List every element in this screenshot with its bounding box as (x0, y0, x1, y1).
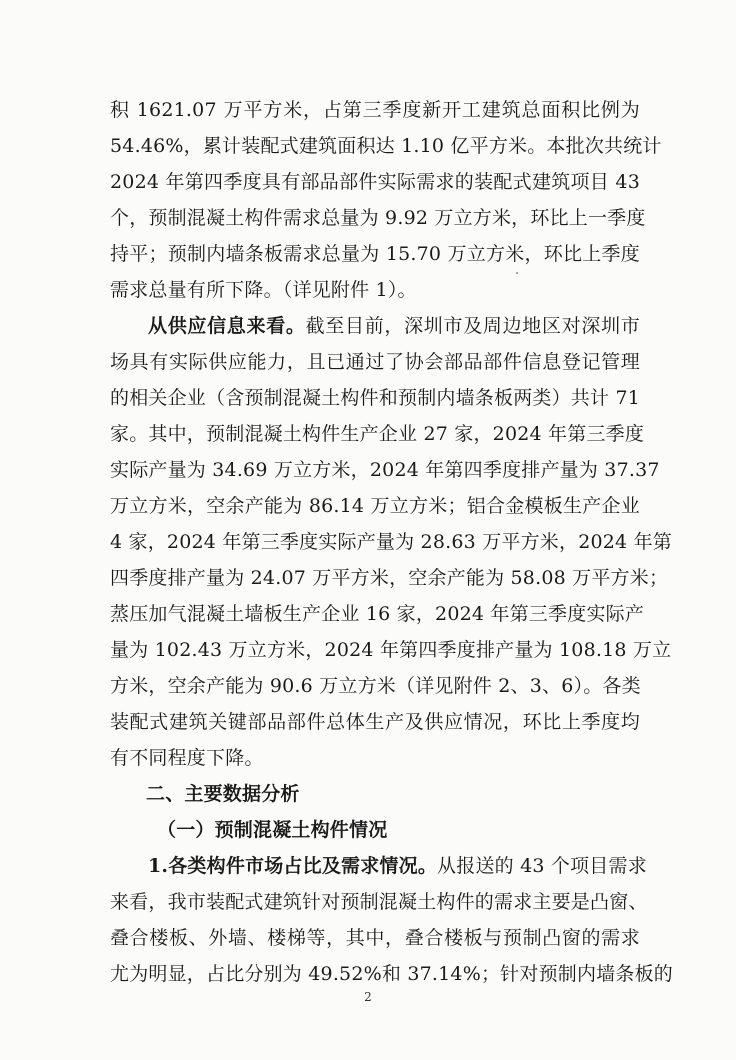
text-line: 来看，我市装配式建筑针对预制混凝土构件的需求主要是凸窗、 (110, 891, 648, 913)
text-line: 蒸压加气混凝土墙板生产企业 16 家，2024 年第三季度实际产 (110, 603, 645, 625)
paragraph-lead-line (148, 308, 640, 344)
page-number: 2 (364, 990, 372, 1004)
text-line: 积 1621.07 万平方米，占第三季度新开工建筑总面积比例为 (110, 99, 640, 121)
section-heading: 二、主要数据分析 (146, 783, 300, 805)
text-line: 2024 年第四季度具有部品部件实际需求的装配式建筑项目 43 (110, 171, 640, 193)
text-line: 万立方米，空余产能为 86.14 万立方米；铝合金模板生产企业 (110, 495, 640, 517)
text-line: 量为 102.43 万立方米，2024 年第四季度排产量为 108.18 万立 (110, 639, 672, 661)
paragraph-lead-rest: 从报送的 43 个项目需求 (437, 855, 647, 877)
text-line: 方米，空余产能为 90.6 万立方米（详见附件 2、3、6）。各类 (110, 675, 641, 697)
text-line: 个，预制混凝土构件需求总量为 9.92 万立方米，环比上一季度 (110, 207, 646, 229)
paragraph-lead: 从供应信息来看。 (148, 315, 306, 337)
scan-speck (516, 272, 518, 274)
text-line: 叠合楼板、外墙、楼梯等，其中，叠合楼板与预制凸窗的需求 (110, 927, 640, 949)
text-line: 4 家，2024 年第三季度实际产量为 28.63 万平方米，2024 年第 (110, 531, 672, 553)
paragraph-lead-line (148, 848, 647, 884)
text-line: 家。其中，预制混凝土构件生产企业 27 家，2024 年第三季度 (110, 423, 645, 445)
paragraph-lead: 1.各类构件市场占比及需求情况。 (148, 855, 438, 877)
text-line: 尤为明显，占比分别为 49.52%和 37.14%；针对预制内墙条板的 (110, 963, 673, 985)
text-line: 需求总量有所下降。（详见附件 1）。 (110, 279, 417, 301)
text-line: 装配式建筑关键部品部件总体生产及供应情况，环比上季度均 (110, 711, 640, 733)
subsection-heading: （一）预制混凝土构件情况 (157, 819, 388, 841)
text-line: 四季度排产量为 24.07 万平方米，空余产能为 58.08 万平方米； (110, 567, 669, 589)
text-line: 的相关企业（含预制混凝土构件和预制内墙条板两类）共计 71 (110, 387, 641, 409)
text-line: 持平；预制内墙条板需求总量为 15.70 万立方米，环比上季度 (110, 243, 640, 265)
text-line: 54.46%，累计装配式建筑面积达 1.10 亿平方米。本批次共统计 (110, 135, 662, 157)
text-line: 有不同程度下降。 (110, 747, 264, 769)
paragraph-lead-rest: 截至目前，深圳市及周边地区对深圳市 (305, 315, 640, 337)
text-line: 场具有实际供应能力，且已通过了协会部品部件信息登记管理 (110, 351, 640, 373)
text-line: 实际产量为 34.69 万立方米，2024 年第四季度排产量为 37.37 (110, 459, 660, 481)
